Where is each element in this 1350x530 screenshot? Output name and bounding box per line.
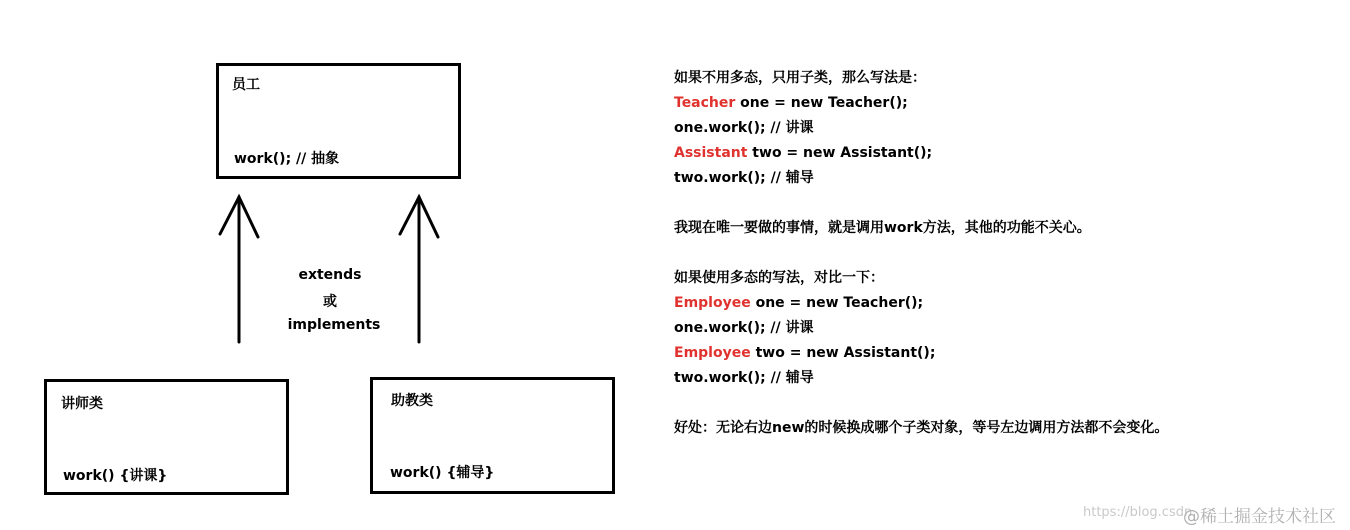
left-inheritance-arrow	[220, 197, 258, 342]
watermark-brand: @稀土掘金技术社区	[1183, 507, 1336, 527]
code-keyword: Employee	[674, 295, 751, 311]
employee-class-method: work(); // 抽象	[234, 151, 340, 167]
note-line-2	[674, 94, 908, 112]
note-line-8	[674, 294, 923, 312]
assistant-class-method: work() {辅导}	[390, 465, 495, 481]
note-line-7: 如果使用多态的写法，对比一下：	[674, 270, 884, 286]
teacher-class-method: work() {讲课}	[63, 468, 168, 484]
note-line-1: 如果不用多态，只用子类，那么写法是：	[674, 70, 926, 86]
code-text: two = new Assistant();	[747, 145, 933, 161]
relation-label-or: 或	[323, 294, 337, 310]
code-keyword: Teacher	[674, 95, 736, 111]
note-line-12: 好处：无论右边new的时候换成哪个子类对象，等号左边调用方法都不会变化。	[674, 420, 1169, 436]
code-keyword: Assistant	[674, 145, 748, 161]
right-inheritance-arrow	[400, 197, 438, 342]
relation-label-implements: implements	[287, 317, 381, 333]
assistant-class-title: 助教类	[391, 393, 433, 409]
note-line-11: two.work(); // 辅导	[674, 370, 814, 386]
note-line-10	[674, 344, 935, 362]
code-text: one = new Teacher();	[750, 295, 924, 311]
note-line-9: one.work(); // 讲课	[674, 320, 814, 336]
code-keyword: Employee	[674, 345, 751, 361]
watermark-url: https://blog.csdn	[1083, 505, 1193, 520]
note-line-4	[674, 144, 932, 162]
note-line-5: two.work(); // 辅导	[674, 170, 814, 186]
code-text: two = new Assistant();	[750, 345, 936, 361]
relation-label-extends: extends	[298, 267, 362, 283]
employee-class-title: 员工	[232, 77, 260, 93]
note-line-6: 我现在唯一要做的事情，就是调用work方法，其他的功能不关心。	[674, 220, 1091, 236]
teacher-class-title: 讲师类	[61, 396, 103, 412]
code-text: one = new Teacher();	[735, 95, 908, 111]
note-line-3: one.work(); // 讲课	[674, 120, 814, 136]
